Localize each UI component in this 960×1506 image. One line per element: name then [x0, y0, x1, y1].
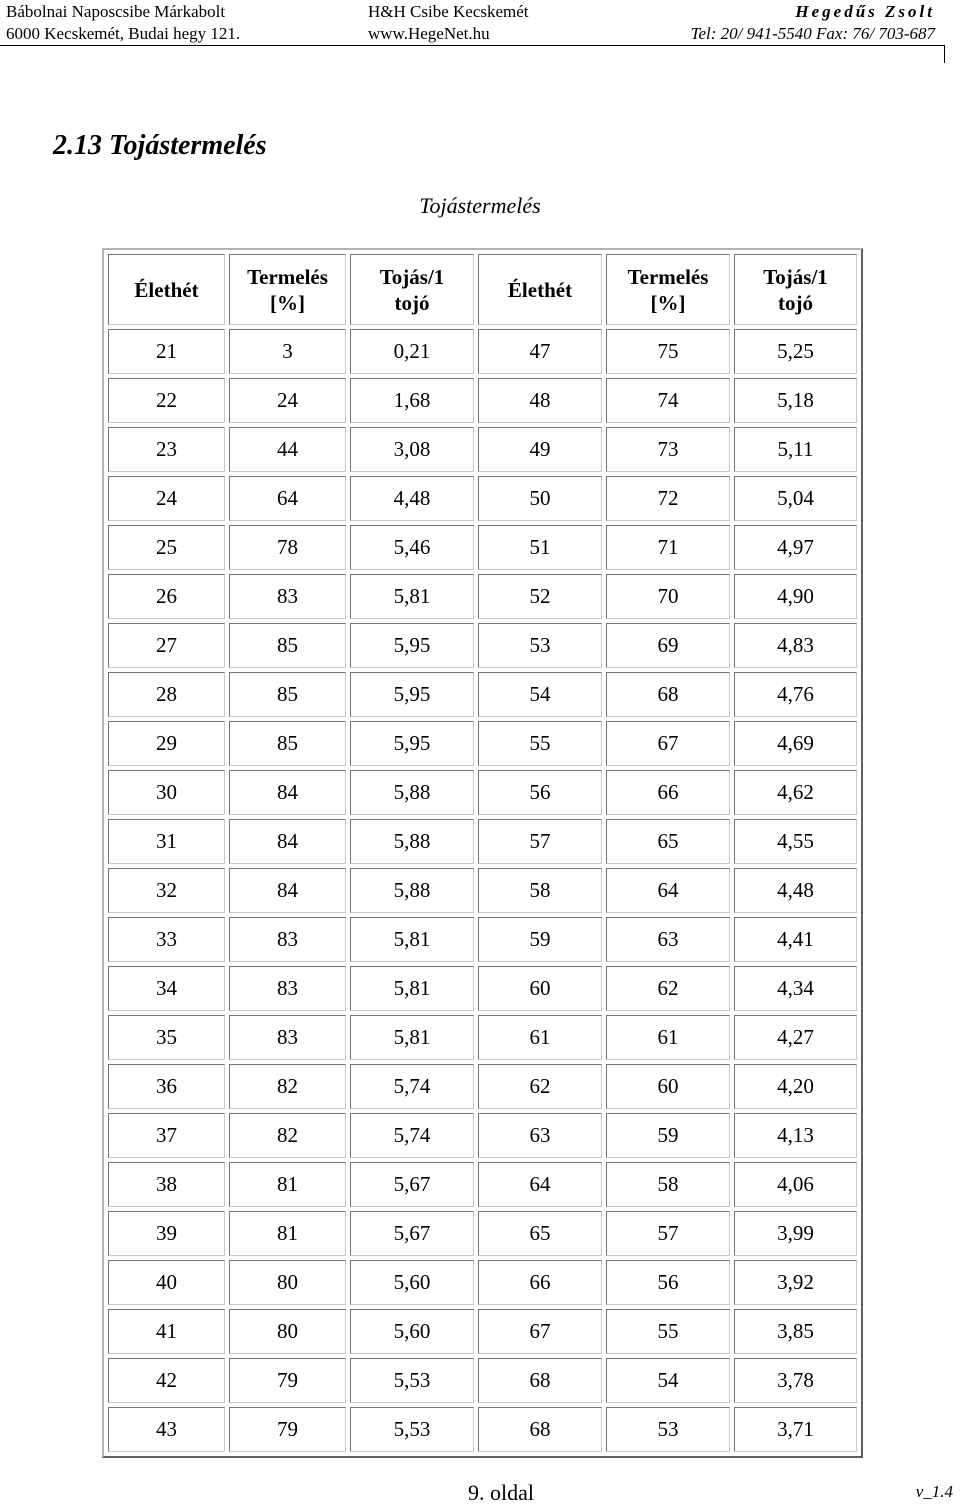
table-cell: 5,81 — [350, 1015, 474, 1060]
table-cell: 58 — [478, 868, 602, 913]
table-row — [108, 721, 857, 766]
table-cell: 62 — [478, 1064, 602, 1109]
table-cell: 40 — [108, 1260, 225, 1305]
header-text: [%] — [270, 290, 305, 315]
table-row — [108, 1113, 857, 1158]
table-cell: 61 — [478, 1015, 602, 1060]
table-cell: 4,20 — [734, 1064, 857, 1109]
table-cell: 66 — [478, 1260, 602, 1305]
table-row — [108, 525, 857, 570]
table-cell: 82 — [229, 1113, 346, 1158]
table-cell: 57 — [606, 1211, 730, 1256]
header-line-1 — [0, 0, 960, 23]
section-title: 2.13 Tojástermelés — [53, 130, 267, 161]
author-name: Hegedűs Zsolt — [795, 2, 935, 21]
table-cell: 4,27 — [734, 1015, 857, 1060]
table-cell: 5,95 — [350, 623, 474, 668]
table-cell: 31 — [108, 819, 225, 864]
table-row — [108, 378, 857, 423]
table-row — [108, 476, 857, 521]
table-cell: 54 — [606, 1358, 730, 1403]
table-cell: 59 — [478, 917, 602, 962]
table-cell: 73 — [606, 427, 730, 472]
table-caption: Tojástermelés — [419, 193, 541, 218]
table-cell: 50 — [478, 476, 602, 521]
table-cell: 84 — [229, 868, 346, 913]
table-cell: 63 — [478, 1113, 602, 1158]
table-cell: 63 — [606, 917, 730, 962]
table-cell: 48 — [478, 378, 602, 423]
table-cell: 5,46 — [350, 525, 474, 570]
table-cell: 3,99 — [734, 1211, 857, 1256]
header-text: Termelés — [247, 264, 328, 289]
header-text: tojó — [778, 290, 813, 315]
table-cell: 27 — [108, 623, 225, 668]
table-cell: 5,60 — [350, 1260, 474, 1305]
table-cell: 33 — [108, 917, 225, 962]
table-cell: 3 — [229, 329, 346, 374]
table-cell: 5,67 — [350, 1211, 474, 1256]
table-cell: 42 — [108, 1358, 225, 1403]
table-cell: 5,95 — [350, 672, 474, 717]
table-cell: 5,88 — [350, 770, 474, 815]
table-row — [108, 1064, 857, 1109]
page-number: 9. oldal — [468, 1480, 534, 1505]
table-cell: 3,71 — [734, 1407, 857, 1452]
table-row — [108, 819, 857, 864]
table-cell: 47 — [478, 329, 602, 374]
table-cell: 23 — [108, 427, 225, 472]
table-cell: 70 — [606, 574, 730, 619]
table-cell: 65 — [606, 819, 730, 864]
table-cell: 30 — [108, 770, 225, 815]
table-cell: 4,48 — [734, 868, 857, 913]
table-cell: 62 — [606, 966, 730, 1011]
shop-address: 6000 Kecskemét, Budai hegy 121. — [6, 24, 241, 43]
table-cell: 5,18 — [734, 378, 857, 423]
table-cell: 41 — [108, 1309, 225, 1354]
table-cell: 78 — [229, 525, 346, 570]
table-cell: 5,81 — [350, 917, 474, 962]
header-line-2 — [0, 22, 960, 45]
table-cell: 5,81 — [350, 574, 474, 619]
table-cell: 4,06 — [734, 1162, 857, 1207]
table-cell: 85 — [229, 672, 346, 717]
table-row — [108, 868, 857, 913]
header-text: Tojás/1 — [763, 264, 828, 289]
table-cell: 82 — [229, 1064, 346, 1109]
table-cell: 4,69 — [734, 721, 857, 766]
table-cell: 54 — [478, 672, 602, 717]
table-cell: 38 — [108, 1162, 225, 1207]
table-cell: 5,95 — [350, 721, 474, 766]
table-cell: 5,74 — [350, 1113, 474, 1158]
table-cell: 24 — [229, 378, 346, 423]
table-cell: 26 — [108, 574, 225, 619]
table-cell: 55 — [606, 1309, 730, 1354]
table-cell: 4,97 — [734, 525, 857, 570]
table-cell: 4,48 — [350, 476, 474, 521]
table-cell: 79 — [229, 1358, 346, 1403]
header-text: Élethét — [507, 277, 573, 302]
table-row — [108, 672, 857, 717]
table-cell: 5,53 — [350, 1358, 474, 1403]
header-production-2 — [606, 254, 730, 325]
table-row — [108, 1358, 857, 1403]
table-cell: 22 — [108, 378, 225, 423]
table-row — [108, 574, 857, 619]
table-cell: 5,88 — [350, 819, 474, 864]
table-cell: 56 — [478, 770, 602, 815]
table-row — [108, 1211, 857, 1256]
table-cell: 83 — [229, 574, 346, 619]
table-cell: 60 — [478, 966, 602, 1011]
table-cell: 5,74 — [350, 1064, 474, 1109]
table-cell: 4,41 — [734, 917, 857, 962]
table-cell: 83 — [229, 917, 346, 962]
table-cell: 24 — [108, 476, 225, 521]
header-rule-tick — [944, 45, 945, 63]
table-cell: 85 — [229, 721, 346, 766]
table-cell: 35 — [108, 1015, 225, 1060]
website-link[interactable]: www.HegeNet.hu — [368, 24, 490, 43]
egg-production-table — [102, 248, 863, 1458]
table-cell: 55 — [478, 721, 602, 766]
header-eggs-per-hen — [350, 254, 474, 325]
table-cell: 1,68 — [350, 378, 474, 423]
table-cell: 60 — [606, 1064, 730, 1109]
header-text: Termelés — [627, 264, 709, 289]
table-row — [108, 427, 857, 472]
header-text: tojó — [394, 290, 430, 315]
table-body — [108, 329, 857, 1452]
header-eggs-per-hen-2 — [734, 254, 857, 325]
table-cell: 4,34 — [734, 966, 857, 1011]
table-cell: 64 — [229, 476, 346, 521]
table-cell: 5,60 — [350, 1309, 474, 1354]
header-week-2 — [478, 254, 602, 325]
table-cell: 68 — [606, 672, 730, 717]
table-cell: 29 — [108, 721, 225, 766]
table-cell: 58 — [606, 1162, 730, 1207]
header-text: Élethét — [134, 277, 199, 302]
table-cell: 67 — [606, 721, 730, 766]
table-cell: 53 — [478, 623, 602, 668]
table-cell: 44 — [229, 427, 346, 472]
table-cell: 3,85 — [734, 1309, 857, 1354]
company-name: H&H Csibe Kecskemét — [368, 2, 529, 21]
table-cell: 5,88 — [350, 868, 474, 913]
table-row — [108, 1407, 857, 1452]
table-cell: 5,04 — [734, 476, 857, 521]
table-cell: 53 — [606, 1407, 730, 1452]
table-cell: 67 — [478, 1309, 602, 1354]
header-text: [%] — [650, 290, 686, 315]
table-header-row — [108, 254, 857, 325]
table-cell: 3,92 — [734, 1260, 857, 1305]
table-cell: 0,21 — [350, 329, 474, 374]
table-row — [108, 1015, 857, 1060]
table-row — [108, 917, 857, 962]
table-cell: 5,11 — [734, 427, 857, 472]
table-cell: 39 — [108, 1211, 225, 1256]
table-cell: 49 — [478, 427, 602, 472]
table-cell: 5,25 — [734, 329, 857, 374]
table-cell: 83 — [229, 1015, 346, 1060]
table-cell: 72 — [606, 476, 730, 521]
table-cell: 74 — [606, 378, 730, 423]
table-cell: 32 — [108, 868, 225, 913]
table-cell: 84 — [229, 770, 346, 815]
table-cell: 75 — [606, 329, 730, 374]
table-cell: 81 — [229, 1162, 346, 1207]
table-cell: 25 — [108, 525, 225, 570]
table-cell: 69 — [606, 623, 730, 668]
table-cell: 3,08 — [350, 427, 474, 472]
table-cell: 71 — [606, 525, 730, 570]
table-cell: 80 — [229, 1260, 346, 1305]
table-cell: 57 — [478, 819, 602, 864]
table-cell: 81 — [229, 1211, 346, 1256]
header-production — [229, 254, 346, 325]
table-cell: 64 — [606, 868, 730, 913]
table-cell: 4,83 — [734, 623, 857, 668]
table-cell: 28 — [108, 672, 225, 717]
table-cell: 59 — [606, 1113, 730, 1158]
table-cell: 43 — [108, 1407, 225, 1452]
table-row — [108, 1309, 857, 1354]
table-cell: 66 — [606, 770, 730, 815]
table-cell: 4,76 — [734, 672, 857, 717]
table-cell: 37 — [108, 1113, 225, 1158]
table-cell: 5,81 — [350, 966, 474, 1011]
table-cell: 65 — [478, 1211, 602, 1256]
table-cell: 85 — [229, 623, 346, 668]
table-cell: 56 — [606, 1260, 730, 1305]
table-cell: 36 — [108, 1064, 225, 1109]
table-cell: 5,67 — [350, 1162, 474, 1207]
table-row — [108, 329, 857, 374]
table-cell: 83 — [229, 966, 346, 1011]
table-cell: 68 — [478, 1407, 602, 1452]
table-row — [108, 1260, 857, 1305]
table-row — [108, 1162, 857, 1207]
table-cell: 52 — [478, 574, 602, 619]
contact-phone-fax: Tel: 20/ 941-5540 Fax: 76/ 703-687 — [690, 24, 935, 43]
header-rule — [0, 45, 945, 46]
table-cell: 4,62 — [734, 770, 857, 815]
table-row — [108, 623, 857, 668]
table-cell: 21 — [108, 329, 225, 374]
table-row — [108, 770, 857, 815]
table-cell: 79 — [229, 1407, 346, 1452]
table-cell: 64 — [478, 1162, 602, 1207]
version-label: v_1.4 — [915, 1482, 953, 1501]
table-cell: 51 — [478, 525, 602, 570]
table-cell: 4,90 — [734, 574, 857, 619]
table-cell: 34 — [108, 966, 225, 1011]
table-cell: 68 — [478, 1358, 602, 1403]
header-week — [108, 254, 225, 325]
table-cell: 5,53 — [350, 1407, 474, 1452]
shop-name: Bábolnai Naposcsibe Márkabolt — [6, 2, 226, 21]
table-cell: 4,55 — [734, 819, 857, 864]
table-cell: 80 — [229, 1309, 346, 1354]
table-cell: 4,13 — [734, 1113, 857, 1158]
table-row — [108, 966, 857, 1011]
table-cell: 84 — [229, 819, 346, 864]
header-text: Tojás/1 — [379, 264, 445, 289]
table-cell: 3,78 — [734, 1358, 857, 1403]
table-cell: 61 — [606, 1015, 730, 1060]
